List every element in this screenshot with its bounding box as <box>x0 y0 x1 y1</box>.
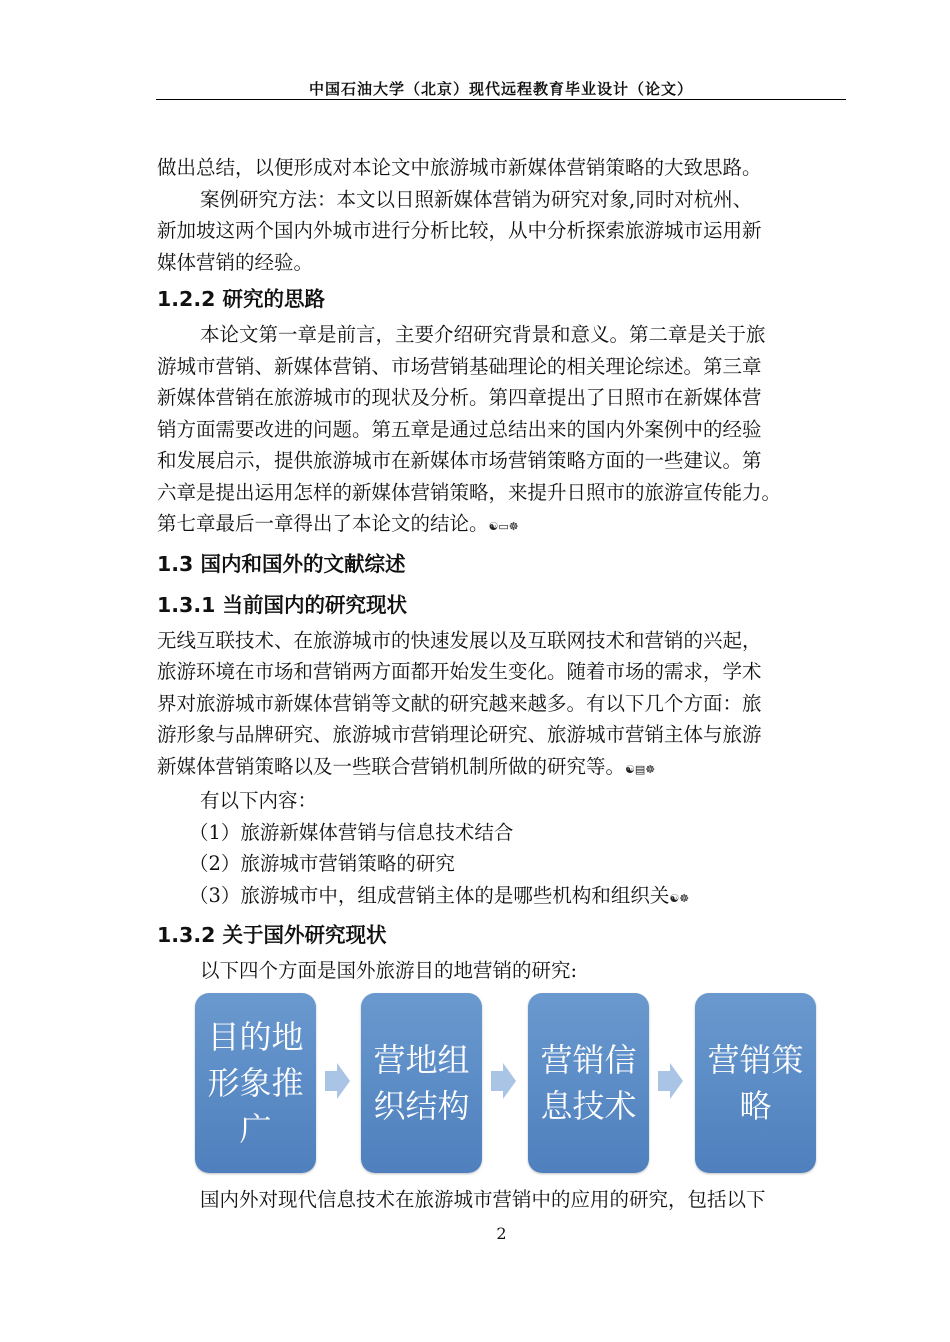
paragraph-line: 游形象与品牌研究、旅游城市营销理论研究、旅游城市营销主体与旅游 <box>157 723 762 746</box>
page-number: 2 <box>496 1224 507 1243</box>
process-box-destination-image <box>195 993 316 1173</box>
reference-mark-icon: ☯▤☸ <box>625 762 656 776</box>
paragraph-line: 以下四个方面是国外旅游目的地营销的研究: <box>200 959 578 982</box>
reference-mark-icon: ☯☸ <box>669 891 690 905</box>
header-rule <box>156 99 846 100</box>
paragraph-text: 新媒体营销策略以及一些联合营销机制所做的研究等。 <box>157 754 626 778</box>
paragraph-text: 第七章最后一章得出了本论文的结论。 <box>157 512 489 535</box>
paragraph-line: 有以下内容： <box>200 789 318 812</box>
paragraph-line: 做出总结，以便形成对本论文中旅游城市新媒体营销策略的大致思路。 <box>157 156 762 179</box>
page-header: 中国石油大学（北京）现代远程教育毕业设计（论文） <box>308 80 693 98</box>
paragraph-line: 新媒体营销在旅游城市的现状及分析。第四章提出了日照市在新媒体营 <box>157 386 762 409</box>
paragraph-line: 媒体营销的经验。 <box>157 250 314 274</box>
process-box-marketing-strategy <box>695 993 816 1173</box>
list-item-text: （3）旅游城市中，组成营销主体的是哪些机构和组织关 <box>189 883 670 907</box>
paragraph-line: 六章是提出运用怎样的新媒体营销策略，来提升日照市的旅游宣传能力。 <box>157 480 782 504</box>
paragraph-line: 无线互联技术、在旅游城市的快速发展以及互联网技术和营销的兴起， <box>157 628 762 652</box>
paragraph-line: 国内外对现代信息技术在旅游城市营销中的应用的研究，包括以下 <box>200 1187 766 1211</box>
chevron-right-icon <box>489 1061 517 1101</box>
process-diagram <box>195 993 835 1179</box>
paragraph-line: 界对旅游城市新媒体营销等文献的研究越来越多。有以下几个方面：旅 <box>157 691 762 715</box>
section-heading-1-3: 1.3 国内和国外的文献综述 <box>157 551 406 576</box>
paragraph-line: 和发展启示，提供旅游城市在新媒体市场营销策略方面的一些建议。第 <box>157 449 762 472</box>
paragraph-line <box>157 751 847 786</box>
chevron-right-icon <box>656 1061 684 1101</box>
section-heading-1-3-2: 1.3.2 关于国外研究现状 <box>157 923 387 947</box>
chevron-right-icon <box>323 1061 351 1101</box>
section-heading-1-2-2: 1.2.2 研究的思路 <box>157 287 326 311</box>
paragraph-line: 本论文第一章是前言，主要介绍研究背景和意义。第二章是关于旅 <box>200 323 766 346</box>
paragraph-line: 游城市营销、新媒体营销、市场营销基础理论的相关理论综述。第三章 <box>157 354 762 378</box>
process-box-label: 目的地 形象推 广 <box>207 1017 304 1148</box>
process-box-label: 营销策 略 <box>707 1040 804 1125</box>
paragraph-line: 旅游环境在市场和营销两方面都开始发生变化。随着市场的需求，学术 <box>157 660 762 683</box>
paragraph-line: 案例研究方法：本文以日照新媒体营销为研究对象,同时对杭州、 <box>200 187 753 211</box>
paragraph-line <box>157 508 847 543</box>
list-item <box>157 880 847 915</box>
paragraph-line: 销方面需要改进的问题。第五章是通过总结出来的国内外案例中的经验 <box>157 417 762 441</box>
list-item: （2）旅游城市营销策略的研究 <box>189 852 455 875</box>
process-box-organization-structure <box>361 993 482 1173</box>
process-box-label: 营地组 织结构 <box>373 1040 470 1125</box>
list-item: （1）旅游新媒体营销与信息技术结合 <box>189 820 514 844</box>
page-content <box>157 152 847 1215</box>
paragraph-line: 新加坡这两个国内外城市进行分析比较，从中分析探索旅游城市运用新 <box>157 219 762 242</box>
section-heading-1-3-1: 1.3.1 当前国内的研究现状 <box>157 592 408 617</box>
process-box-information-technology <box>528 993 649 1173</box>
reference-mark-icon: ☯▭☸ <box>488 520 519 533</box>
process-box-label: 营销信 息技术 <box>540 1040 637 1125</box>
